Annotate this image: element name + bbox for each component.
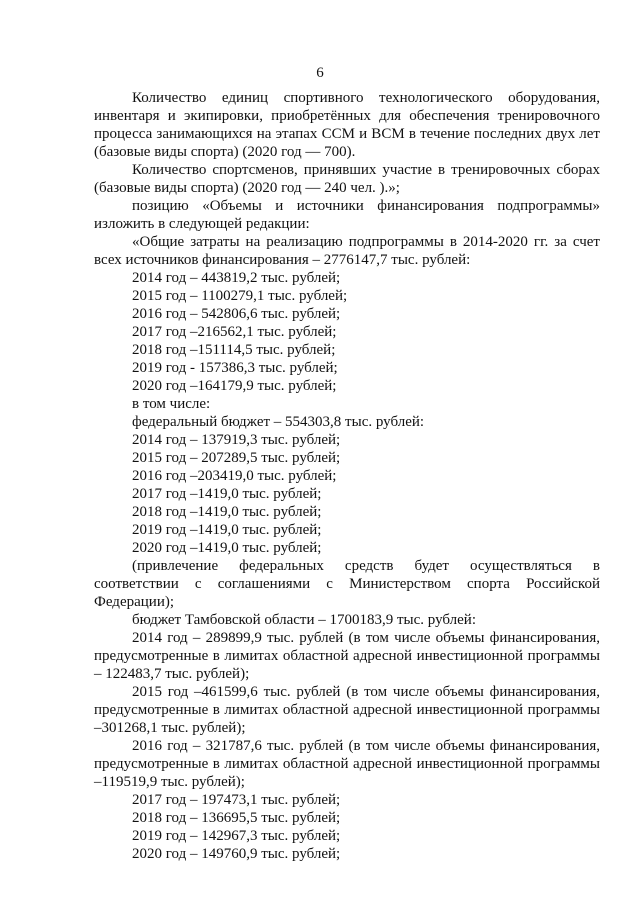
regional-year-line: 2018 год – 136695,5 тыс. рублей; bbox=[132, 810, 341, 826]
federal-year-line: 2018 год –1419,0 тыс. рублей; bbox=[132, 504, 322, 520]
total-year-line: 2017 год –216562,1 тыс. рублей; bbox=[132, 324, 337, 340]
total-year-line: 2020 год –164179,9 тыс. рублей; bbox=[132, 378, 337, 394]
federal-year-line: 2020 год –1419,0 тыс. рублей; bbox=[132, 540, 322, 556]
federal-year-line: 2019 год –1419,0 тыс. рублей; bbox=[132, 522, 322, 538]
total-year-line: 2018 год –151114,5 тыс. рублей; bbox=[132, 342, 336, 358]
document-body bbox=[94, 89, 600, 863]
regional-year-2014: 2014 год – 289899,9 тыс. рублей (в том числе объемы финансирования, предусмотренные в лимитах областной адресной инвестиционной программы – 122483,7 тыс. рублей); bbox=[94, 630, 600, 682]
total-year-line: 2014 год – 443819,2 тыс. рублей; bbox=[132, 270, 341, 286]
page-number: 6 bbox=[316, 65, 324, 81]
regional-year-2015: 2015 год –461599,6 тыс. рублей (в том числе объемы финансирования, предусмотренные в лимитах областной адресной инвестиционной программы –301268,1 тыс. рублей); bbox=[94, 684, 600, 736]
paragraph-equipment-count: Количество единиц спортивного технологического оборудования, инвентаря и экипировки, приобретённых для обеспечения тренировочного процесса занимающихся на этапах ССМ и ВСМ в течение последних двух лет (базовые виды спорта) (2020 год — 700). bbox=[94, 90, 600, 160]
federal-budget-total: федеральный бюджет – 554303,8 тыс. рублей: bbox=[132, 414, 425, 430]
regional-year-line: 2019 год – 142967,3 тыс. рублей; bbox=[132, 828, 341, 844]
paragraph-position-statement: позицию «Объемы и источники финансирования подпрограммы» изложить в следующей редакции: bbox=[94, 198, 600, 232]
regional-year-line: 2017 год – 197473,1 тыс. рублей; bbox=[132, 792, 341, 808]
paragraph-total-costs: «Общие затраты на реализацию подпрограммы в 2014-2020 гг. за счет всех источников финансирования – 2776147,7 тыс. рублей: bbox=[94, 234, 600, 268]
regional-budget-total: бюджет Тамбовской области – 1700183,9 тыс. рублей: bbox=[132, 612, 476, 628]
regional-year-line: 2020 год – 149760,9 тыс. рублей; bbox=[132, 846, 341, 862]
total-year-line: 2016 год – 542806,6 тыс. рублей; bbox=[132, 306, 341, 322]
total-year-line: 2019 год - 157386,3 тыс. рублей; bbox=[132, 360, 338, 376]
federal-year-line: 2017 год –1419,0 тыс. рублей; bbox=[132, 486, 322, 502]
federal-year-line: 2016 год –203419,0 тыс. рублей; bbox=[132, 468, 337, 484]
federal-year-line: 2014 год – 137919,3 тыс. рублей; bbox=[132, 432, 341, 448]
including-label: в том числе: bbox=[132, 396, 211, 412]
federal-funding-note: (привлечение федеральных средств будет осуществляться в соответствии с соглашениями с Министерством спорта Российской Федерации); bbox=[94, 558, 600, 610]
paragraph-athletes-count: Количество спортсменов, принявших участие в тренировочных сборах (базовые виды спорта) (2020 год — 240 чел. ).»; bbox=[94, 162, 600, 196]
total-year-line: 2015 год – 1100279,1 тыс. рублей; bbox=[132, 288, 348, 304]
federal-year-line: 2015 год – 207289,5 тыс. рублей; bbox=[132, 450, 341, 466]
regional-year-2016: 2016 год – 321787,6 тыс. рублей (в том числе объемы финансирования, предусмотренные в лимитах областной адресной инвестиционной программы –119519,9 тыс. рублей); bbox=[94, 738, 600, 790]
